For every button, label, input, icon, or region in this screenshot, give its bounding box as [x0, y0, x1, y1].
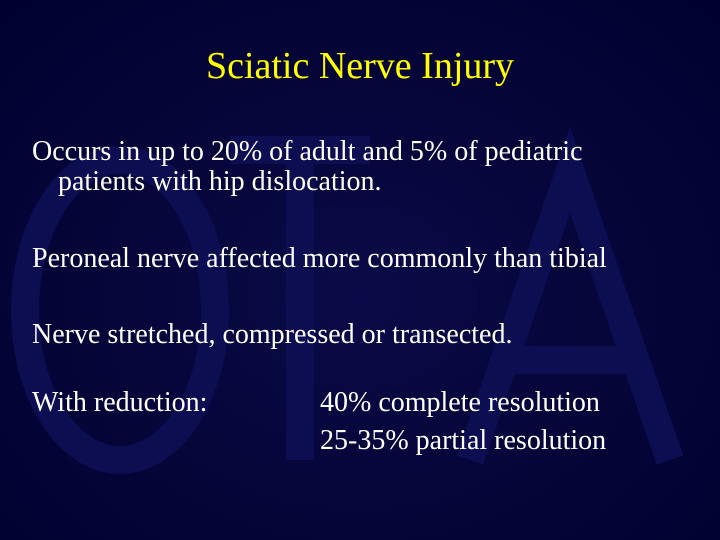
bullet-incidence-line2: patients with hip dislocation.	[58, 166, 382, 197]
reduction-values	[320, 384, 606, 460]
bullet-mechanism: Nerve stretched, compressed or transected.	[32, 319, 513, 350]
reduction-partial-resolution: 25-35% partial resolution	[320, 425, 607, 456]
bullet-incidence-line1: Occurs in up to 20% of adult and 5% of pediatric	[32, 136, 583, 167]
slide-title: Sciatic Nerve Injury	[205, 45, 515, 87]
bullet-peroneal: Peroneal nerve affected more commonly than tibial	[32, 243, 607, 274]
reduction-complete-resolution: 40% complete resolution	[320, 387, 600, 418]
reduction-label: With reduction:	[32, 387, 208, 418]
bullet-incidence	[32, 137, 702, 197]
